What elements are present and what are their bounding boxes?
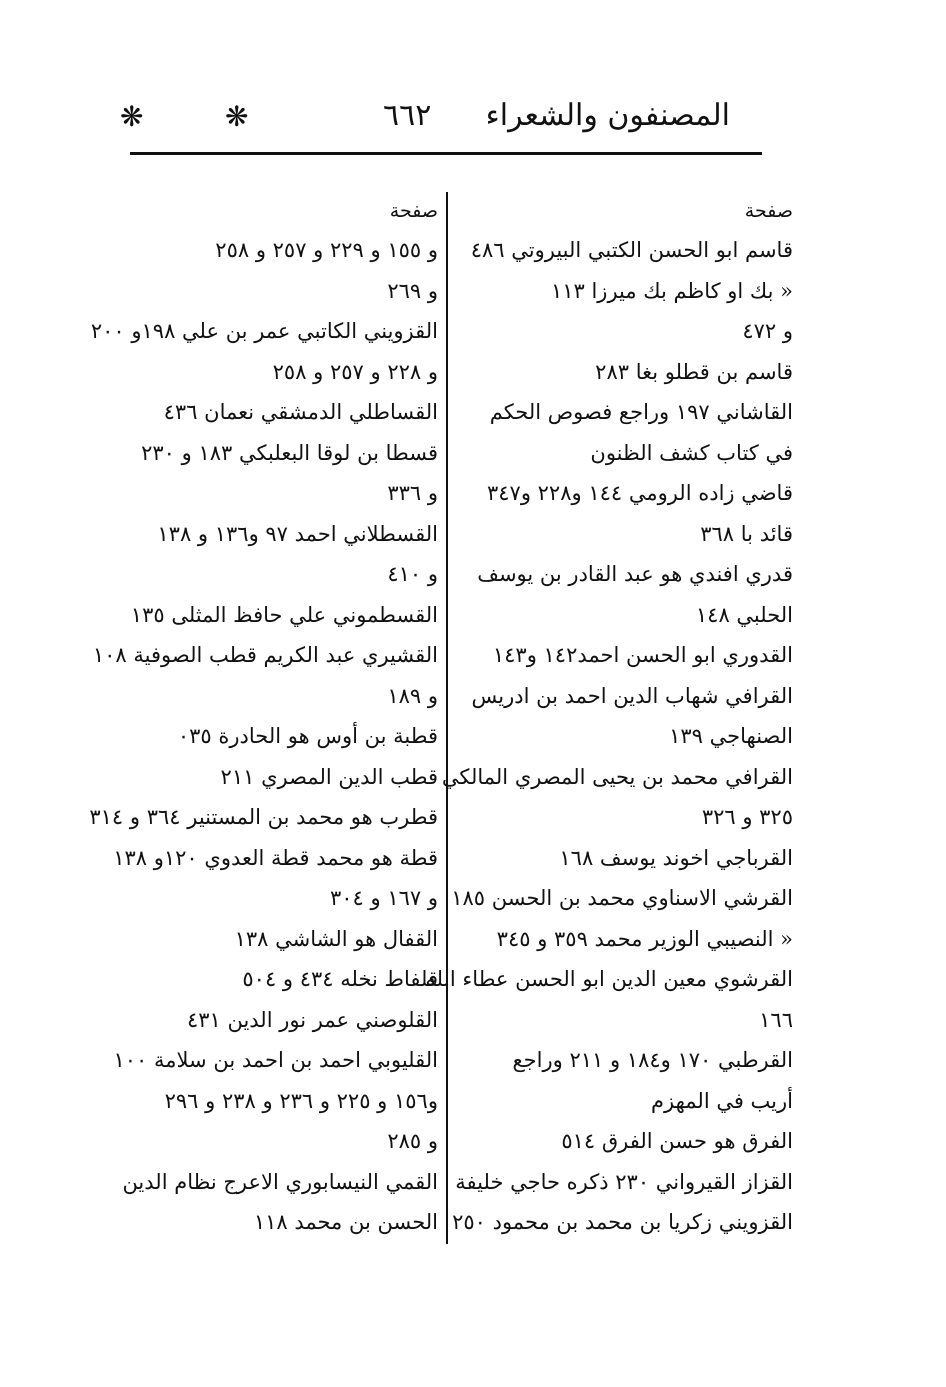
index-entry: قاسم ابو الحسن الكتبي البيروتي ٤٨٦: [470, 238, 793, 262]
index-entry: القليوبي احمد بن احمد بن سلامة ١٠٠: [113, 1048, 438, 1072]
index-entry: و١٥٦ و ٢٢٥ و ٢٣٦ و ٢٣٨ و ٢٩٦: [164, 1088, 438, 1113]
index-entry: القرباجي اخوند يوسف ١٦٨: [559, 845, 793, 870]
index-entry: و ٢٦٩: [387, 278, 438, 303]
index-entry: القلوصني عمر نور الدين ٤٣١: [186, 1007, 438, 1032]
index-entry: القسطموني علي حافظ المثلى ١٣٥: [130, 602, 438, 627]
index-entry: القرافي شهاب الدين احمد بن ادريس: [471, 683, 793, 708]
page-header: [120, 92, 760, 142]
index-entry: الصنهاجي ١٣٩: [669, 724, 793, 748]
index-entry: القرطبي ١٧٠ و١٨٤ و ٢١١ وراجع: [512, 1048, 793, 1072]
index-entry: القرشوي معين الدين ابو الحسن عطاء الله: [425, 967, 793, 991]
index-entry: قائد با ٣٦٨: [700, 521, 793, 546]
index-entry: القسطلاني احمد ٩٧ و١٣٦ و ١٣٨: [157, 521, 438, 546]
index-entry: « بك او كاظم بك ميرزا ١١٣: [550, 278, 793, 303]
index-entry: الحسن بن محمد ١١٨: [253, 1210, 438, 1234]
index-entry: قطرب هو محمد بن المستنير ٣٦٤ و ٣١٤: [89, 805, 438, 829]
index-entry: قسطا بن لوقا البعلبكي ١٨٣ و ٢٣٠: [141, 440, 438, 465]
index-entry: الفرق هو حسن الفرق ٥١٤: [561, 1129, 793, 1153]
index-entry: القرافي محمد بن يحيى المصري المالكي: [441, 764, 793, 789]
index-entry: القدوري ابو الحسن احمد١٤٢ و١٤٣: [492, 643, 793, 667]
ornament-right-icon: ❋: [225, 100, 249, 133]
index-entry: و ١٨٩: [387, 683, 438, 708]
index-entry: ٣٢٥ و ٣٢٦: [701, 805, 793, 829]
index-entry: و ١٦٧ و ٣٠٤: [329, 886, 438, 910]
column-divider: [446, 192, 448, 1244]
index-entry: القرشي الاسناوي محمد بن الحسن ١٨٥: [451, 886, 793, 910]
index-entry: القزويني زكريا بن محمد بن محمود ٢٥٠: [452, 1210, 793, 1234]
index-entry: ١٦٦: [759, 1007, 793, 1032]
index-entry: و ١٥٥ و ٢٢٩ و ٢٥٧ و ٢٥٨: [215, 238, 438, 262]
page-label: صفحة: [389, 200, 438, 222]
left-column: [89, 192, 438, 1243]
index-entry: قلفاط نخله ٤٣٤ و ٥٠٤: [242, 967, 438, 991]
index-entry: القمي النيسابوري الاعرج نظام الدين: [122, 1169, 438, 1194]
index-entry: و ٢٨٥: [387, 1129, 438, 1153]
index-entry: و ٣٣٦: [387, 481, 438, 505]
index-entry: قدري افندي هو عبد القادر بن يوسف: [477, 562, 793, 586]
running-title: المصنفون والشعراء: [485, 98, 730, 133]
index-entry: القاشاني ١٩٧ وراجع فصوص الحكم: [489, 400, 793, 424]
index-entry: قاضي زاده الرومي ١٤٤ و٢٢٨ و٣٤٧: [486, 481, 793, 505]
page-label: صفحة: [744, 200, 793, 222]
index-entry: قطب الدين المصري ٢١١: [220, 764, 438, 789]
index-entry: القساطلي الدمشقي نعمان ٤٣٦: [163, 400, 438, 424]
index-entry: القزاز القيرواني ٢٣٠ ذكره حاجي خليفة: [455, 1169, 793, 1194]
index-entry: و ٤٧٢: [742, 319, 793, 343]
ornament-left-icon: ❋: [120, 100, 144, 133]
index-entry: أريب في المهزم: [651, 1088, 793, 1113]
right-column: [425, 192, 793, 1243]
index-entry: الحلبي ١٤٨: [695, 602, 793, 627]
index-entry: قاسم بن قطلو بغا ٢٨٣: [595, 359, 793, 384]
index-entry: و ٤١٠: [387, 562, 438, 586]
index-entry: « النصيبي الوزير محمد ٣٥٩ و ٣٤٥: [496, 926, 793, 951]
page-number: ٦٦٢: [383, 98, 432, 133]
index-entry: القزويني الكاتبي عمر بن علي ١٩٨و ٢٠٠: [90, 319, 438, 343]
index-entry: القشيري عبد الكريم قطب الصوفية ١٠٨: [92, 643, 438, 667]
index-entry: و ٢٢٨ و ٢٥٧ و ٢٥٨: [272, 359, 438, 384]
header-rule: [130, 152, 762, 155]
index-entry: في كتاب كشف الظنون: [590, 440, 793, 465]
index-entry: قطة هو محمد قطة العدوي ١٢٠و ١٣٨: [113, 845, 438, 870]
index-entry: القفال هو الشاشي ١٣٨: [234, 926, 438, 951]
index-entry: قطبة بن أوس هو الحادرة ٠٣٥: [177, 724, 438, 748]
